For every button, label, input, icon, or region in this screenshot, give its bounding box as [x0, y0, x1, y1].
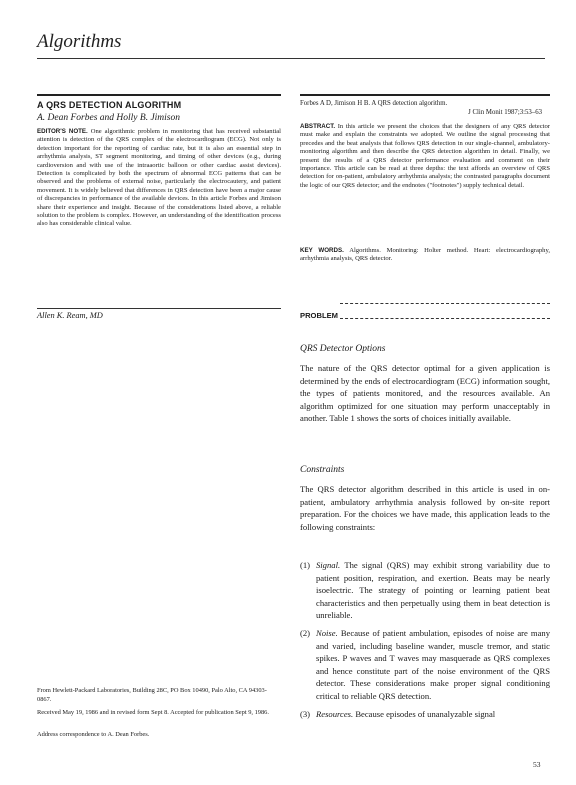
item-number: (1)	[300, 560, 311, 570]
abstract-label: ABSTRACT.	[300, 123, 336, 130]
footnote-received: Received May 19, 1986 and in revised form Sept 8. Accepted for publication Sept 9, 1986.	[37, 709, 269, 716]
keywords	[300, 247, 550, 264]
item-label: Signal.	[316, 560, 341, 570]
footnote-correspondence: Address correspondence to A. Dean Forbes.	[37, 731, 150, 738]
header-rule	[37, 58, 545, 59]
section-title: Algorithms	[37, 31, 122, 52]
item-label: Resources.	[316, 708, 354, 719]
item-number: (2)	[300, 627, 311, 638]
item-number: (3)	[300, 708, 311, 719]
keywords-label: KEY WORDS.	[300, 247, 344, 254]
problem-rule-top	[340, 303, 550, 304]
problem-rule-bottom	[340, 318, 550, 319]
keywords-text: Algorithms. Monitoring: Holter method. Heart: electrocardiography, arrhythmia analysis, QRS detector.	[300, 247, 550, 263]
constraint-item-signal	[300, 559, 550, 622]
abstract-text: In this article we present the choices that the designers of any QRS detector must make and explain the constraints we adopted. We outline the signal processing that precedes and the beat analysis that follows QRS detection in our single-channel, ambulatory-monitoring algorithm and then describe the QRS detection algorithm in detail. Finally, we present the results of a QRS detector performance evaluation and comment on their importance. This article can be read at three depths: the text affords an overview of QRS detection for on-patient, ambulatory arrhythmia analysis; the contrasted paragraphs document the logic of our QRS detector; and the endnotes ("footnotes") supply technical detail.	[300, 123, 550, 189]
right-top-rule	[300, 94, 550, 96]
problem-heading: PROBLEM	[300, 311, 338, 320]
editors-note	[37, 128, 281, 229]
item-label: Noise.	[316, 627, 338, 638]
editor-sig-rule	[37, 308, 281, 309]
article-authors: A. Dean Forbes and Holly B. Jimison	[37, 113, 181, 123]
item-text: The signal (QRS) may exhibit strong variability due to patient position, respiration, and exertion. Beats may be nearly isoelectric. The strategy of pointing or learning patient beat characteristics and then perpetually using them in beat detection is unreliable.	[316, 560, 551, 621]
editor-signature: Allen K. Ream, MD	[37, 311, 103, 320]
footnote-affiliation: From Hewlett-Packard Laboratories, Building 28C, PO Box 10490, Palo Alto, CA 94303-0867.	[37, 687, 267, 703]
constraint-item-noise	[300, 627, 550, 703]
subhead-qrs-detector-options: QRS Detector Options	[300, 344, 386, 354]
constraint-item-resources	[300, 708, 550, 721]
abstract	[300, 123, 550, 190]
paragraph-options: The nature of the QRS detector optimal for a given application is determined by the ends of electrocardiogram (ECG) information sought, the types of patients monitored, and the resources available. An algorithm optimized for one situation may perform unacceptably in another. Table 1 shows the sorts of choices initially available.	[300, 363, 550, 424]
citation-line-2: J Clin Monit 1987;3:53–63	[468, 109, 542, 116]
subhead-constraints: Constraints	[300, 465, 345, 475]
paragraph-constraints: The QRS detector algorithm described in this article is used in on-patient, ambulatory arrhythmia analysis followed by on-site report preparation. For the choices we have made, this application leads to the following constraints:	[300, 484, 550, 532]
editors-note-label: EDITOR'S NOTE.	[37, 128, 88, 135]
left-top-rule	[37, 94, 281, 96]
constraints-list	[300, 559, 550, 725]
citation	[300, 99, 550, 117]
article-title: A QRS DETECTION ALGORITHM	[37, 100, 182, 110]
item-text: Because of patient ambulation, episodes of noise are many and varied, including baseline wander, muscle tremor, and static spikes. P waves and T waves may masquerade as QRS complexes and hence constitute part of the noise environment of the QRS detector. These considerations make proper signal conditioning critical to reliable QRS detection.	[316, 627, 550, 701]
page-number: 53	[533, 760, 541, 769]
item-text: Because episodes of unanalyzable signal	[355, 708, 496, 719]
citation-line-1: Forbes A D, Jimison H B. A QRS detection algorithm.	[300, 100, 448, 107]
editors-note-text: One algorithmic problem in monitoring that has received substantial attention is detection of the QRS complex of the electrocardiogram (ECG). Not only is detection important for the reporting of cardiac rate, but it is also an essential step in arrhythmia analysis, ST segment monitoring, and timing of other devices (e.g., during cardioversion and with use of the intraaortic balloon or other cardiac assist devices). Detection is complicated by both the spectrum of abnormal ECG patterns that can be observed and the problems of external noise, particularly the electrocautery, and patient movement. It is widely believed that differences in QRS detection have been a major cause of discrepancies in performance of the available devices. In this article Forbes and Jimison share their experience and insight. Because of the considerations listed above, a reliable solution to the problem is complex. However, an understanding of the identification process also has considerable clinical value.	[37, 128, 281, 228]
